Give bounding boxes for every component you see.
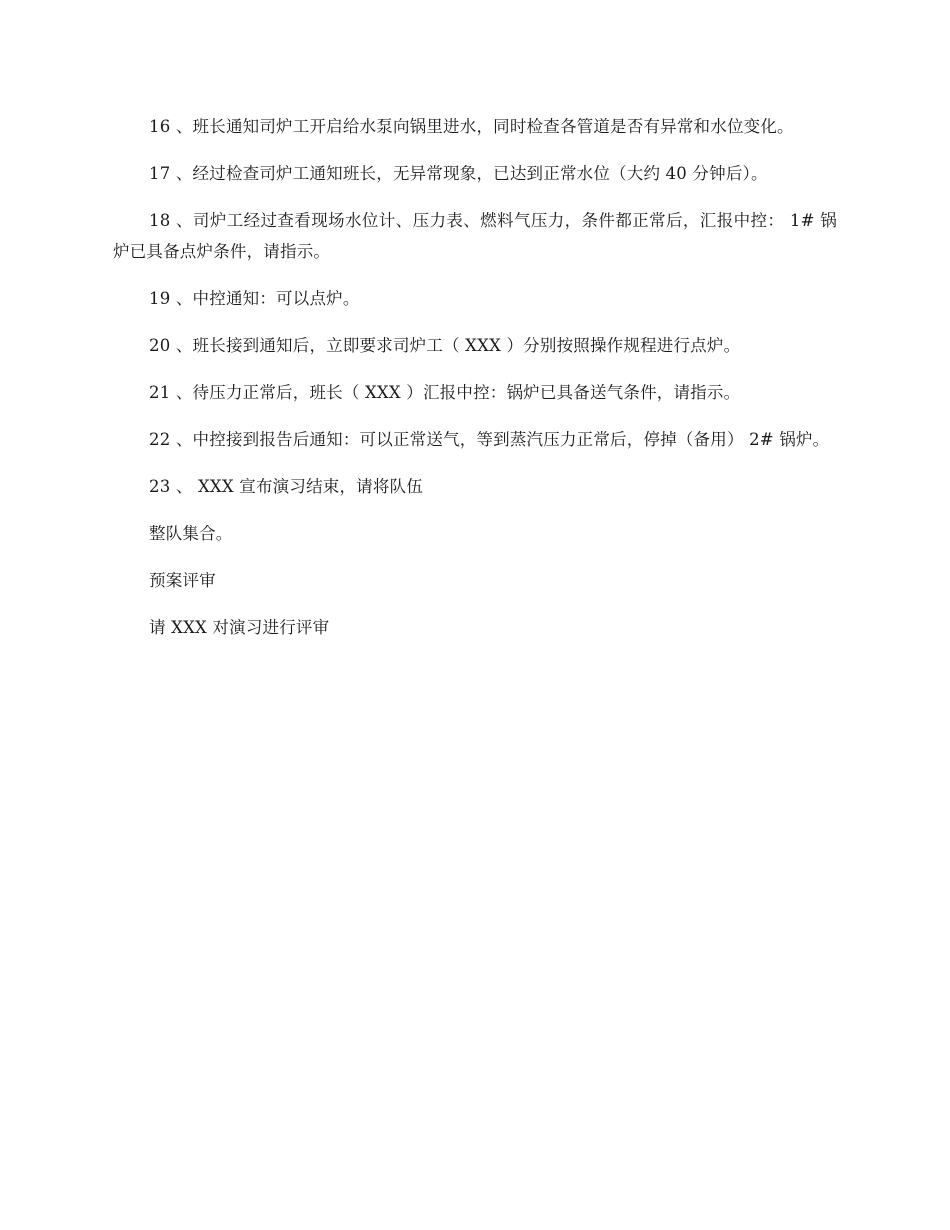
paragraph-step-19: 19 、中控通知：可以点炉。 [149,289,360,308]
paragraph-step-17: 17 、经过检查司炉工通知班长，无异常现象，已达到正常水位（大约 40 分钟后）。 [149,164,768,183]
paragraph-step-18: 18 、司炉工经过查看现场水位计、压力表、燃料气压力，条件都正常后，汇报中控： 1# 锅炉已具备点炉条件，请指示。 [113,211,837,261]
paragraph-assemble: 整队集合。 [149,524,233,543]
paragraph-step-22: 22 、中控接到报告后通知：可以正常送气，等到蒸汽压力正常后，停掉（备用） 2# 锅炉。 [149,430,830,449]
paragraph-step-21: 21 、待压力正常后，班长（ XXX ）汇报中控：锅炉已具备送气条件，请指示。 [149,383,741,402]
paragraph-step-23: 23 、 XXX 宣布演习结束，请将队伍 [149,477,423,496]
paragraph-plan-review: 预案评审 [149,571,216,590]
paragraph-review-request: 请 XXX 对演习进行评审 [149,618,330,637]
document-body [113,111,837,659]
paragraph-step-16: 16 、班长通知司炉工开启给水泵向锅里进水，同时检查各管道是否有异常和水位变化。 [149,117,794,136]
paragraph-step-20: 20 、班长接到通知后，立即要求司炉工（ XXX ）分别按照操作规程进行点炉。 [149,336,741,355]
